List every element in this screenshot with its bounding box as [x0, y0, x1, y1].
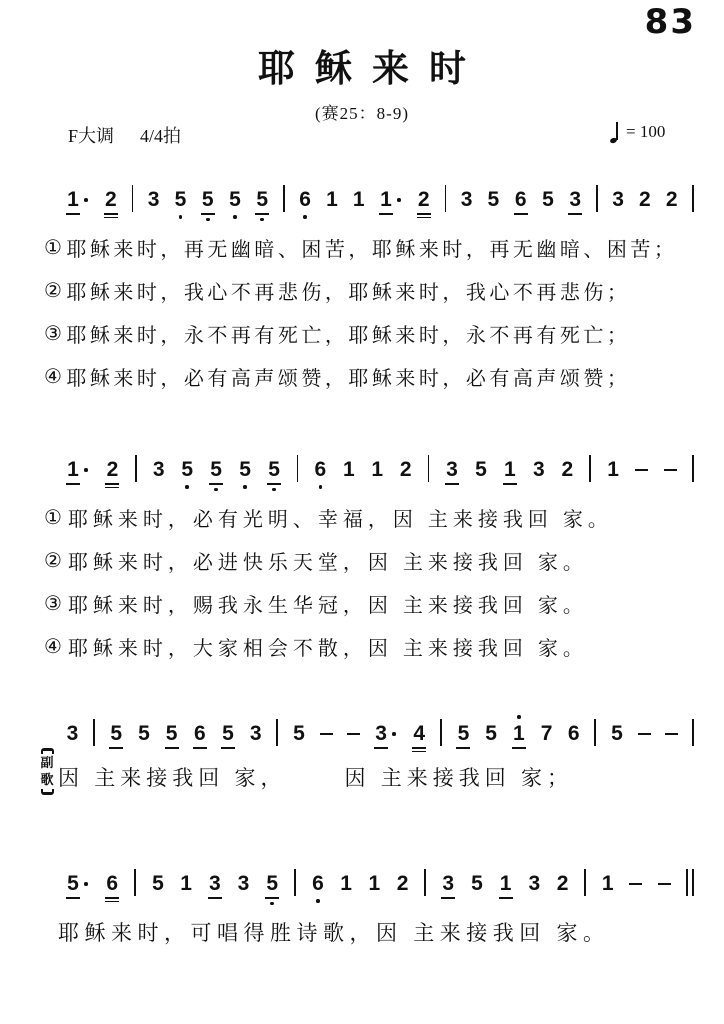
verse-number: ④	[44, 366, 66, 388]
jianpu-note	[299, 181, 312, 219]
duration-underline	[267, 483, 281, 485]
jianpu-note	[665, 181, 678, 212]
note-dash	[635, 469, 648, 471]
note-digit: 3	[249, 722, 262, 745]
jianpu-note	[66, 181, 80, 215]
barline	[692, 455, 694, 482]
jianpu-note	[474, 451, 487, 482]
note-digit: 2	[665, 188, 678, 211]
final-barline	[686, 869, 694, 896]
note-digit: 2	[556, 872, 569, 895]
note-digit: 3	[612, 188, 624, 211]
note-digit: 6	[312, 872, 324, 895]
barline	[428, 455, 430, 482]
barline	[297, 455, 299, 482]
verse-number: ②	[44, 550, 67, 572]
augmentation-dot	[392, 732, 396, 736]
barline	[134, 869, 136, 896]
jianpu-note	[237, 865, 250, 896]
jianpu-note	[512, 715, 526, 749]
chorus-lyrics	[58, 757, 573, 799]
note-digit: 3	[66, 722, 79, 745]
duration-underline	[441, 897, 455, 899]
note-digit: 5	[239, 458, 251, 481]
jianpu-note	[147, 181, 160, 212]
jianpu-note	[528, 865, 541, 896]
jianpu-note	[137, 715, 150, 746]
jianpu-note	[292, 715, 305, 746]
verse-row	[44, 269, 704, 312]
note-digit: 3	[528, 872, 541, 895]
duration-underline	[105, 901, 119, 903]
duration-underline	[417, 217, 431, 219]
verse-number: ③	[44, 323, 66, 345]
note-digit: 5	[210, 458, 222, 481]
jianpu-note	[417, 181, 431, 218]
duration-underline	[445, 483, 459, 485]
jianpu-note	[499, 865, 513, 899]
jianpu-note	[532, 451, 545, 482]
time-signature: 4/4拍	[140, 126, 182, 146]
bracket-top-icon	[41, 748, 54, 754]
jianpu-note	[255, 181, 269, 221]
song-title: 耶稣来时	[258, 49, 486, 90]
barline	[283, 185, 285, 212]
note-digit: 5	[268, 458, 280, 481]
barline	[584, 869, 586, 896]
verse-row	[44, 582, 704, 625]
verse-number: ③	[44, 593, 67, 615]
note-digit: 3	[237, 872, 250, 895]
duration-underline	[66, 897, 80, 899]
final-lyric-line: 耶稣来时，可唱得胜诗歌，因 主来接我回 家。	[58, 921, 610, 945]
note-digit: 5	[138, 722, 150, 745]
chorus-label-char: 副	[40, 755, 54, 770]
verse-text: 耶稣来时，必有高声颂赞，耶稣来时，必有高声颂赞；	[66, 368, 631, 390]
jianpu-note	[165, 715, 179, 749]
note-digit: 6	[567, 722, 580, 745]
jianpu-note	[561, 451, 574, 482]
music-line-2	[66, 451, 694, 499]
note-digit: 1	[342, 458, 355, 481]
octave-dot-below	[206, 218, 210, 222]
augmentation-dot	[397, 198, 401, 202]
verse-text: 耶稣来时，必有光明、幸福，因 主来接我回 家。	[67, 509, 613, 531]
verse-text: 耶稣来时，再无幽暗、困苦，耶稣来时，再无幽暗、困苦；	[66, 239, 678, 261]
verse-row	[44, 539, 704, 582]
jianpu-note	[612, 181, 625, 212]
jianpu-note	[228, 181, 241, 219]
octave-dot-below	[233, 215, 237, 219]
jianpu-note	[311, 865, 324, 903]
jianpu-note	[368, 865, 381, 896]
note-dash	[665, 733, 678, 735]
metronome-mark	[610, 121, 665, 143]
verse-block-2	[44, 496, 704, 668]
octave-dot-below	[272, 488, 276, 492]
verse-text: 耶稣来时，我心不再悲伤，耶稣来时，我心不再悲伤；	[66, 282, 631, 304]
note-digit: 1	[513, 722, 525, 745]
jianpu-note	[104, 181, 118, 218]
note-digit: 3	[569, 188, 582, 211]
note-digit: 6	[314, 458, 327, 481]
note-digit: 5	[110, 722, 123, 745]
barline	[594, 719, 596, 746]
barline	[596, 185, 598, 212]
duration-underline	[165, 747, 179, 749]
duration-underline	[417, 213, 431, 215]
note-digit: 1	[352, 188, 365, 211]
duration-underline	[514, 213, 528, 215]
jianpu-note	[109, 715, 123, 749]
bracket-bottom-icon	[41, 789, 54, 795]
verse-row	[44, 625, 704, 668]
duration-underline	[456, 747, 470, 749]
note-digit: 5	[67, 872, 79, 895]
duration-underline	[412, 747, 426, 749]
note-digit: 2	[104, 188, 117, 211]
note-digit: 5	[165, 722, 178, 745]
note-digit: 1	[67, 188, 79, 211]
note-digit: 2	[417, 188, 430, 211]
note-digit: 3	[442, 872, 455, 895]
jianpu-note	[396, 865, 409, 896]
jianpu-note	[340, 865, 353, 896]
jianpu-note	[399, 451, 412, 482]
barline	[589, 455, 591, 482]
note-digit: 3	[375, 722, 387, 745]
note-digit: 5	[457, 722, 470, 745]
note-digit: 4	[413, 722, 426, 745]
duration-underline	[221, 747, 235, 749]
note-digit: 5	[256, 188, 269, 211]
chorus-label	[36, 748, 58, 795]
jianpu-note	[208, 865, 222, 899]
duration-underline	[503, 483, 517, 485]
octave-dot-below	[260, 218, 264, 222]
music-line-4	[66, 865, 694, 913]
jianpu-note	[239, 451, 252, 489]
verse-row	[44, 496, 704, 539]
note-digit: 5	[542, 188, 554, 211]
jianpu-note	[503, 451, 517, 485]
octave-dot-below	[179, 215, 183, 219]
duration-underline	[105, 897, 119, 899]
note-digit: 1	[67, 458, 79, 481]
note-digit: 6	[193, 722, 206, 745]
note-digit: 5	[229, 188, 241, 211]
augmentation-dot	[84, 468, 88, 472]
jianpu-note	[445, 451, 459, 485]
duration-underline	[105, 483, 119, 485]
barline	[440, 719, 442, 746]
duration-underline	[208, 897, 222, 899]
jianpu-note	[601, 865, 614, 896]
page-number: 83	[644, 2, 696, 42]
chorus-phrase: 因 主来接我回 家；	[344, 766, 573, 790]
note-digit: 3	[152, 458, 165, 481]
note-digit: 1	[326, 188, 338, 211]
verse-row	[44, 312, 704, 355]
verse-number: ④	[44, 636, 67, 658]
jianpu-note	[265, 865, 279, 905]
duration-underline	[201, 213, 215, 215]
note-digit: 6	[514, 188, 527, 211]
jianpu-note	[487, 181, 500, 212]
jianpu-note	[371, 451, 384, 482]
note-digit: 1	[601, 872, 614, 895]
note-digit: 1	[499, 872, 512, 895]
jianpu-note	[174, 181, 187, 219]
note-digit: 2	[561, 458, 574, 481]
note-digit: 5	[487, 188, 500, 211]
jianpu-note	[556, 865, 569, 896]
verse-text: 耶稣来时，大家相会不散，因 主来接我回 家。	[67, 638, 588, 660]
octave-dot-below	[316, 899, 320, 903]
note-digit: 1	[340, 872, 352, 895]
barline	[445, 185, 447, 212]
note-digit: 5	[201, 188, 214, 211]
note-dash	[320, 733, 333, 735]
duration-underline	[193, 747, 207, 749]
verse-text: 耶稣来时，永不再有死亡，耶稣来时，永不再有死亡；	[66, 325, 631, 347]
jianpu-note	[441, 865, 455, 899]
note-digit: 1	[180, 872, 192, 895]
note-digit: 5	[485, 722, 497, 745]
octave-dot-below	[243, 485, 247, 489]
jianpu-note	[267, 451, 281, 491]
duration-underline	[104, 213, 118, 215]
jianpu-note	[180, 865, 193, 896]
verse-text: 耶稣来时，赐我永生华冠，因 主来接我回 家。	[67, 595, 588, 617]
key-signature: F大调	[68, 126, 115, 146]
note-digit: 1	[371, 458, 384, 481]
key-meter-row	[68, 122, 181, 148]
duration-underline	[499, 897, 513, 899]
barline	[93, 719, 95, 746]
note-digit: 5	[611, 722, 623, 745]
note-digit: 6	[299, 188, 311, 211]
quarter-note-icon	[610, 121, 621, 143]
verse-row	[44, 355, 704, 398]
augmentation-dot	[84, 882, 88, 886]
note-digit: 1	[607, 458, 619, 481]
note-digit: 5	[174, 188, 187, 211]
music-line-3	[66, 715, 694, 763]
jianpu-note	[607, 451, 620, 482]
jianpu-note	[567, 715, 580, 746]
note-digit: 6	[106, 872, 119, 895]
duration-underline	[379, 213, 393, 215]
note-digit: 5	[475, 458, 487, 481]
duration-underline	[109, 747, 123, 749]
verse-text: 耶稣来时，必进快乐天堂，因 主来接我回 家。	[67, 552, 588, 574]
note-digit: 1	[380, 188, 392, 211]
note-digit: 2	[106, 458, 119, 481]
note-digit: 7	[540, 722, 553, 745]
music-line-1	[66, 181, 694, 229]
jianpu-note	[456, 715, 470, 749]
verse-row	[44, 226, 704, 269]
jianpu-note	[105, 865, 119, 902]
octave-dot-above	[517, 715, 521, 719]
duration-underline	[66, 483, 80, 485]
jianpu-note	[470, 865, 483, 896]
note-digit: 3	[147, 188, 160, 211]
verse-number: ①	[44, 237, 66, 259]
jianpu-note	[151, 865, 164, 896]
duration-underline	[412, 751, 426, 753]
note-dash	[638, 733, 651, 735]
barline	[132, 185, 134, 212]
jianpu-note	[342, 451, 355, 482]
augmentation-dot	[84, 198, 88, 202]
jianpu-note	[201, 181, 215, 221]
metronome-value: = 100	[626, 122, 666, 141]
chorus-phrase: 因 主来接我回 家，	[58, 766, 287, 790]
barline	[135, 455, 137, 482]
jianpu-note	[460, 181, 473, 212]
jianpu-note	[249, 715, 262, 746]
note-digit: 2	[396, 872, 409, 895]
duration-underline	[512, 747, 526, 749]
barline	[692, 719, 694, 746]
jianpu-note	[66, 865, 80, 899]
jianpu-note	[152, 451, 165, 482]
note-digit: 5	[152, 872, 164, 895]
barline	[692, 185, 694, 212]
jianpu-note	[352, 181, 365, 212]
jianpu-note	[374, 715, 388, 749]
jianpu-note	[379, 181, 393, 215]
verse-number: ①	[44, 507, 67, 529]
duration-underline	[265, 897, 279, 899]
note-digit: 3	[533, 458, 545, 481]
jianpu-note	[325, 181, 338, 212]
jianpu-note	[221, 715, 235, 749]
note-digit: 3	[460, 188, 473, 211]
jianpu-note	[412, 715, 426, 752]
verse-block-1	[44, 226, 704, 398]
duration-underline	[209, 483, 223, 485]
note-digit: 2	[639, 188, 651, 211]
octave-dot-below	[185, 485, 189, 489]
duration-underline	[66, 213, 80, 215]
note-digit: 1	[368, 872, 381, 895]
note-digit: 5	[471, 872, 483, 895]
note-dash	[629, 883, 642, 885]
barline	[276, 719, 278, 746]
jianpu-note	[568, 181, 582, 215]
verse-number: ②	[44, 280, 66, 302]
octave-dot-below	[319, 485, 323, 489]
note-digit: 5	[181, 458, 194, 481]
jianpu-note	[209, 451, 223, 491]
note-digit: 2	[399, 458, 412, 481]
chorus-label-char: 歌	[40, 772, 54, 787]
duration-underline	[568, 213, 582, 215]
scripture-reference: (赛25：8-9)	[315, 104, 409, 123]
jianpu-note	[638, 181, 651, 212]
octave-dot-below	[270, 902, 274, 906]
duration-underline	[105, 487, 119, 489]
jianpu-note	[105, 451, 119, 488]
jianpu-note	[66, 715, 79, 746]
jianpu-note	[540, 715, 553, 746]
jianpu-note	[314, 451, 327, 489]
jianpu-note	[514, 181, 528, 215]
barline	[424, 869, 426, 896]
note-digit: 5	[222, 722, 234, 745]
jianpu-note	[193, 715, 207, 749]
octave-dot-below	[303, 215, 307, 219]
note-digit: 5	[293, 722, 305, 745]
jianpu-note	[66, 451, 80, 485]
note-dash	[658, 883, 671, 885]
note-digit: 3	[446, 458, 458, 481]
octave-dot-below	[214, 488, 218, 492]
duration-underline	[255, 213, 269, 215]
note-digit: 5	[266, 872, 279, 895]
duration-underline	[104, 217, 118, 219]
barline	[294, 869, 296, 896]
jianpu-note	[181, 451, 194, 489]
note-dash	[347, 733, 360, 735]
jianpu-note	[541, 181, 554, 212]
note-digit: 1	[504, 458, 516, 481]
note-dash	[664, 469, 677, 471]
note-digit: 3	[208, 872, 221, 895]
jianpu-note	[485, 715, 498, 746]
duration-underline	[374, 747, 388, 749]
jianpu-note	[610, 715, 623, 746]
